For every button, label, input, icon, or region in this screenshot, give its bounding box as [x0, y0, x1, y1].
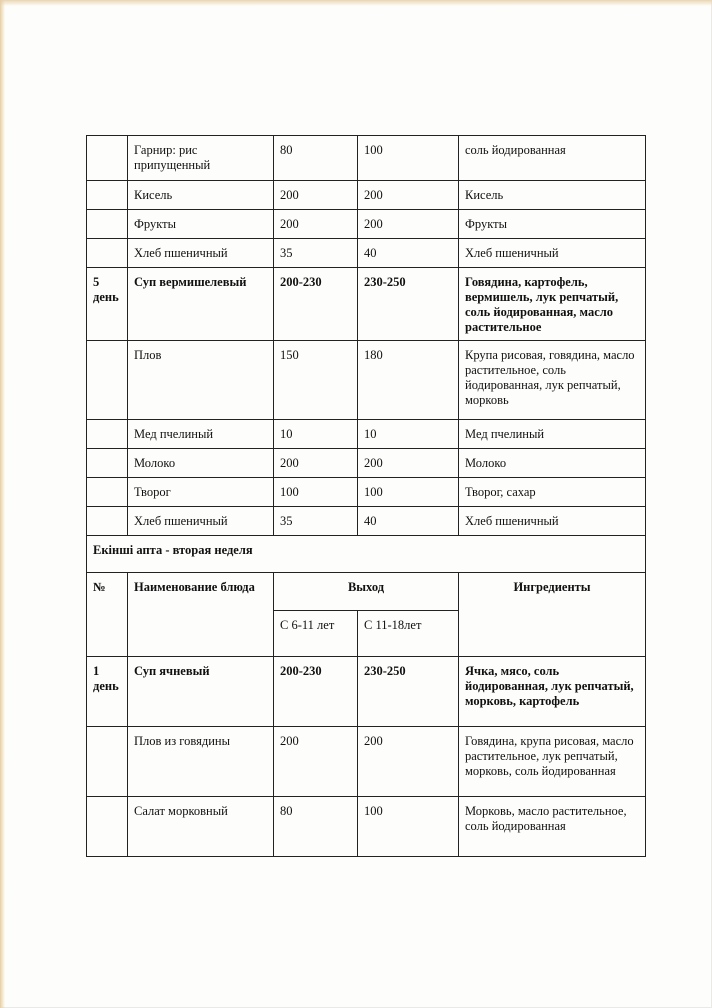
- ingredients-cell: Говядина, картофель, вермишель, лук репчатый, соль йодированная, масло растительное: [459, 268, 646, 341]
- ingredients-cell: соль йодированная: [459, 136, 646, 181]
- dish-cell: Суп ячневый: [128, 657, 274, 727]
- table-row: [87, 341, 646, 420]
- output-11-18-cell: 200: [358, 210, 459, 239]
- week2-section: [87, 536, 646, 657]
- output-6-11-cell: 200: [274, 210, 358, 239]
- header-ingredients: Ингредиенты: [459, 573, 646, 657]
- header-age-11-18: С 11-18лет: [358, 611, 459, 657]
- day-cell: [87, 239, 128, 268]
- dish-cell: Салат морковный: [128, 797, 274, 857]
- ingredients-cell: Мед пчелиный: [459, 420, 646, 449]
- paper-edge-left: [0, 0, 5, 1008]
- week2-title: Екінші апта - вторая неделя: [87, 536, 646, 573]
- paper-edge-top: [0, 0, 712, 6]
- day-cell: [87, 210, 128, 239]
- ingredients-cell: Молоко: [459, 449, 646, 478]
- dish-cell: Фрукты: [128, 210, 274, 239]
- ingredients-cell: Творог, сахар: [459, 478, 646, 507]
- day-cell: [87, 136, 128, 181]
- ingredients-cell: Морковь, масло растительное, соль йодированная: [459, 797, 646, 857]
- day-cell: [87, 727, 128, 797]
- week1-body: [87, 136, 646, 536]
- day-cell: [87, 420, 128, 449]
- output-6-11-cell: 200: [274, 181, 358, 210]
- table-row: [87, 210, 646, 239]
- ingredients-cell: Хлеб пшеничный: [459, 507, 646, 536]
- day-cell: [87, 341, 128, 420]
- dish-cell: Плов из говядины: [128, 727, 274, 797]
- dish-cell: Молоко: [128, 449, 274, 478]
- table-row: [87, 727, 646, 797]
- table-row: [87, 478, 646, 507]
- output-11-18-cell: 230-250: [358, 657, 459, 727]
- output-11-18-cell: 200: [358, 449, 459, 478]
- output-6-11-cell: 35: [274, 239, 358, 268]
- menu-table: [86, 135, 646, 857]
- ingredients-cell: Кисель: [459, 181, 646, 210]
- dish-cell: Кисель: [128, 181, 274, 210]
- ingredients-cell: Крупа рисовая, говядина, масло растительное, соль йодированная, лук репчатый, морковь: [459, 341, 646, 420]
- output-6-11-cell: 80: [274, 136, 358, 181]
- header-dish: Наименование блюда: [128, 573, 274, 657]
- output-11-18-cell: 200: [358, 181, 459, 210]
- dish-cell: Плов: [128, 341, 274, 420]
- dish-cell: Гарнир: рис припущенный: [128, 136, 274, 181]
- output-6-11-cell: 80: [274, 797, 358, 857]
- output-11-18-cell: 100: [358, 136, 459, 181]
- table-row: [87, 797, 646, 857]
- day-cell: 1 день: [87, 657, 128, 727]
- table-row: [87, 181, 646, 210]
- table-row: [87, 239, 646, 268]
- day-cell: [87, 181, 128, 210]
- day-cell: [87, 449, 128, 478]
- day-cell: 5 день: [87, 268, 128, 341]
- table-row: [87, 657, 646, 727]
- output-6-11-cell: 200: [274, 449, 358, 478]
- output-11-18-cell: 100: [358, 478, 459, 507]
- day-cell: [87, 478, 128, 507]
- output-6-11-cell: 200-230: [274, 268, 358, 341]
- output-11-18-cell: 200: [358, 727, 459, 797]
- output-11-18-cell: 100: [358, 797, 459, 857]
- table-row: [87, 449, 646, 478]
- output-11-18-cell: 230-250: [358, 268, 459, 341]
- output-11-18-cell: 10: [358, 420, 459, 449]
- dish-cell: Мед пчелиный: [128, 420, 274, 449]
- output-11-18-cell: 40: [358, 239, 459, 268]
- dish-cell: Хлеб пшеничный: [128, 507, 274, 536]
- ingredients-cell: Говядина, крупа рисовая, масло растительное, лук репчатый, морковь, соль йодированная: [459, 727, 646, 797]
- day-cell: [87, 797, 128, 857]
- week2-title-row: [87, 536, 646, 573]
- header-age-6-11: С 6-11 лет: [274, 611, 358, 657]
- output-11-18-cell: 40: [358, 507, 459, 536]
- output-6-11-cell: 100: [274, 478, 358, 507]
- week2-body: [87, 657, 646, 857]
- dish-cell: Суп вермишелевый: [128, 268, 274, 341]
- header-num: №: [87, 573, 128, 657]
- header-row: [87, 573, 646, 611]
- output-6-11-cell: 150: [274, 341, 358, 420]
- table-row: [87, 268, 646, 341]
- dish-cell: Хлеб пшеничный: [128, 239, 274, 268]
- table-row: [87, 136, 646, 181]
- ingredients-cell: Фрукты: [459, 210, 646, 239]
- output-11-18-cell: 180: [358, 341, 459, 420]
- output-6-11-cell: 200: [274, 727, 358, 797]
- output-6-11-cell: 200-230: [274, 657, 358, 727]
- header-output: Выход: [274, 573, 459, 611]
- table-row: [87, 420, 646, 449]
- output-6-11-cell: 35: [274, 507, 358, 536]
- ingredients-cell: Ячка, мясо, соль йодированная, лук репчатый, морковь, картофель: [459, 657, 646, 727]
- day-cell: [87, 507, 128, 536]
- dish-cell: Творог: [128, 478, 274, 507]
- output-6-11-cell: 10: [274, 420, 358, 449]
- table-row: [87, 507, 646, 536]
- ingredients-cell: Хлеб пшеничный: [459, 239, 646, 268]
